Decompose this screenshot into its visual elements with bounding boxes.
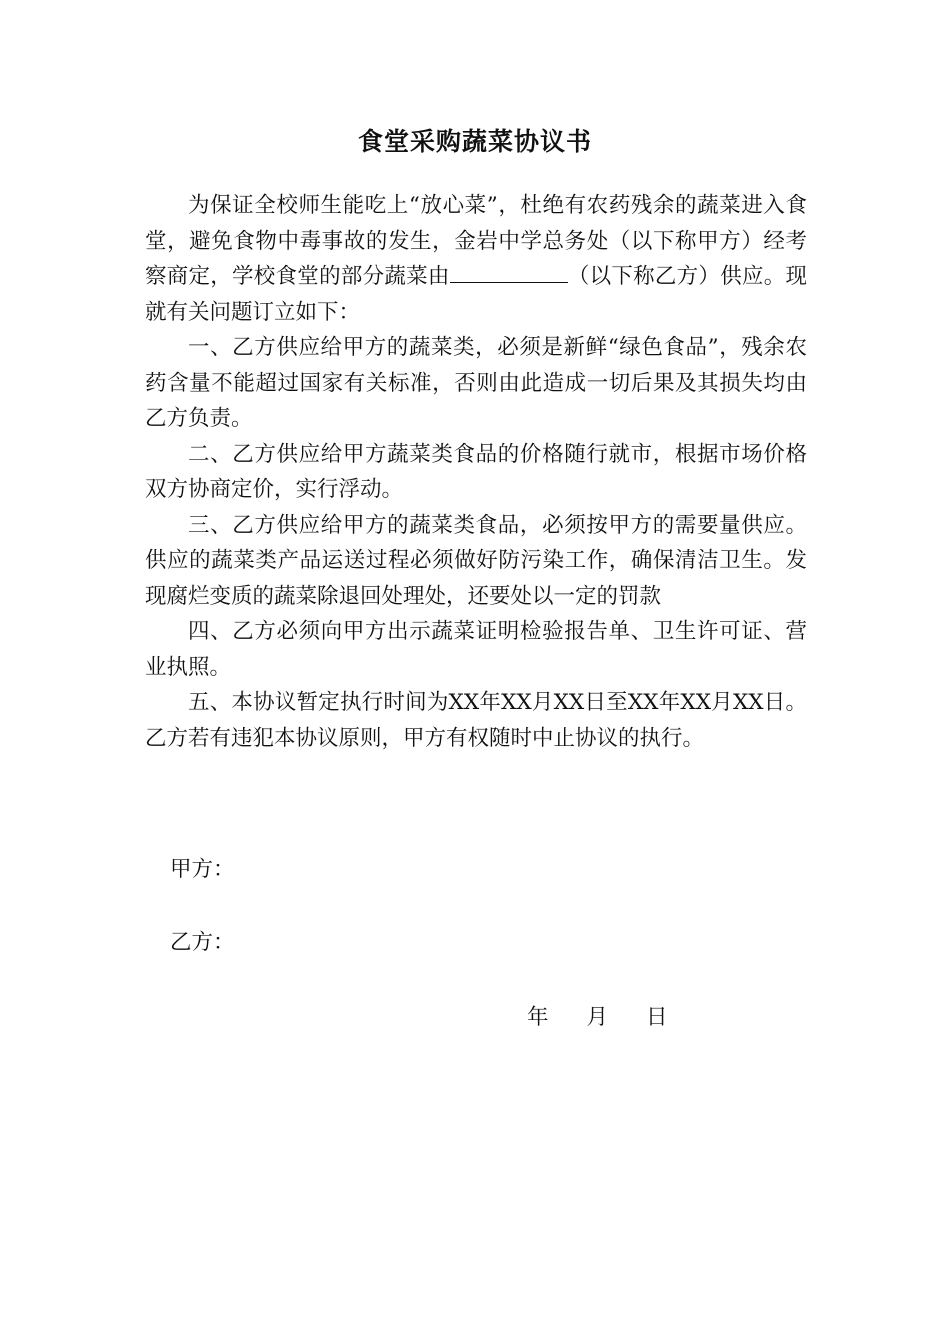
clause-5: 五、本协议暂定执行时间为XX年XX月XX日至XX年XX月XX日。乙方若有违犯本协议原则，甲方有权随时中止协议的执行。 bbox=[145, 690, 807, 751]
clause-4: 四、乙方必须向甲方出示蔬菜证明检验报告单、卫生许可证、营业执照。 bbox=[145, 619, 807, 680]
clause-3: 三、乙方供应给甲方的蔬菜类食品，必须按甲方的需要量供应。供应的蔬菜类产品运送过程必须做好防污染工作，确保清洁卫生。发现腐烂变质的蔬菜除退回处理处，还要处以一定的罚款 bbox=[145, 512, 807, 609]
document-title: 食堂采购蔬菜协议书 bbox=[357, 127, 592, 156]
party-a-signature-label: 甲方： bbox=[170, 857, 235, 882]
intro-text-part2: （以下称乙方）供应。现就有关问题订立如下： bbox=[145, 264, 807, 325]
date-year-label: 年 bbox=[527, 1005, 549, 1030]
party-b-signature-label: 乙方： bbox=[170, 930, 235, 955]
signature-date bbox=[527, 1003, 668, 1033]
date-day-label: 日 bbox=[646, 1005, 668, 1030]
supplier-blank-line bbox=[450, 260, 568, 283]
document-body bbox=[145, 188, 807, 756]
intro-text-part1: 为保证全校师生能吃上“放心菜”，杜绝有农药残余的蔬菜进入食堂，避免食物中毒事故的发生，金岩中学总务处（以下称甲方）经考察商定，学校食堂的部分蔬菜由 bbox=[145, 193, 807, 289]
clause-2: 二、乙方供应给甲方蔬菜类食品的价格随行就市，根据市场价格双方协商定价，实行浮动。 bbox=[145, 441, 807, 502]
date-month-label: 月 bbox=[586, 1005, 609, 1030]
clause-1: 一、乙方供应给甲方的蔬菜类，必须是新鲜“绿色食品”，残余农药含量不能超过国家有关标准，否则由此造成一切后果及其损失均由乙方负责。 bbox=[145, 335, 807, 431]
intro-paragraph bbox=[145, 188, 807, 330]
